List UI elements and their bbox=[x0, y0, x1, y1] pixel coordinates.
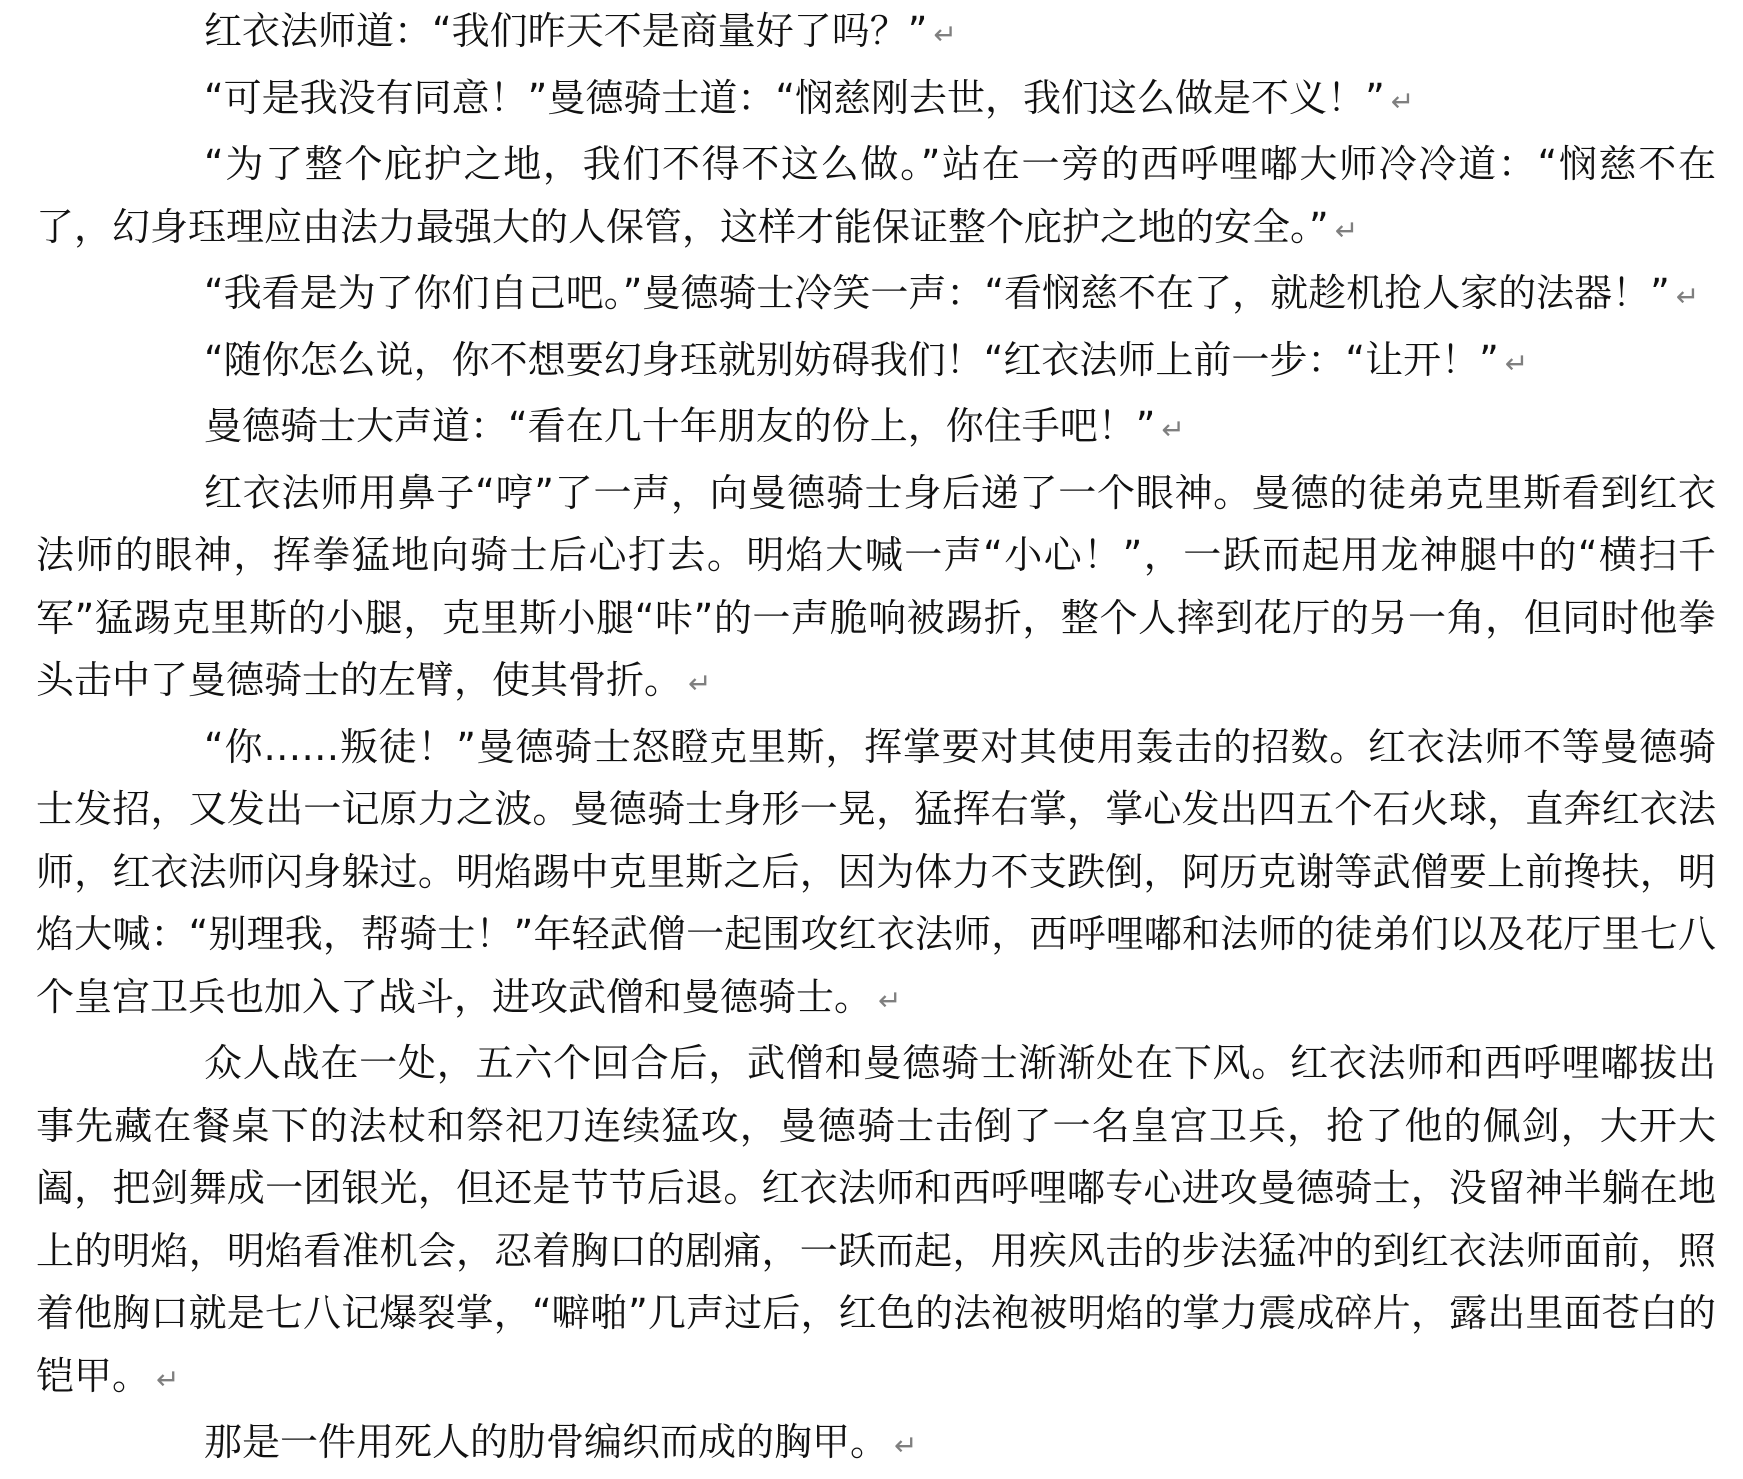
paragraph-4-text: “我看是为了你们自己吧。”曼德骑士冷笑一声：“看悯慈不在了，就趁机抢人家的法器！” bbox=[204, 271, 1670, 315]
paragraph-1 bbox=[36, 0, 1716, 67]
paragraph-mark-icon: ↵ bbox=[894, 1429, 918, 1462]
paragraph-1-text: 红衣法师道：“我们昨天不是商量好了吗？” bbox=[204, 9, 928, 53]
paragraph-mark-icon: ↵ bbox=[1161, 413, 1185, 446]
paragraph-4 bbox=[36, 262, 1716, 329]
paragraph-7-text: 红衣法师用鼻子“哼”了一声，向曼德骑士身后递了一个眼神。曼德的徒弟克里斯看到红衣法师的眼神，挥拳猛地向骑士后心打去。明焰大喊一声“小心！”，一跃而起用龙神腿中的“横扫千军”猛踢克里斯的小腿，克里斯小腿“咔”的一声脆响被踢折，整个人摔到花厅的另一角，但同时他拳头击中了曼德骑士的左臂，使其骨折。 bbox=[36, 470, 1716, 702]
paragraph-6 bbox=[36, 395, 1716, 462]
paragraph-8-text: “你……叛徒！”曼德骑士怒瞪克里斯，挥掌要对其使用轰击的招数。红衣法师不等曼德骑士发招，又发出一记原力之波。曼德骑士身形一晃，猛挥右掌，掌心发出四五个石火球，直奔红衣法师，红衣法师闪身躲过。明焰踢中克里斯之后，因为体力不支跌倒，阿历克谢等武僧要上前搀扶，明焰大喊：“别理我，帮骑士！”年轻武僧一起围攻红衣法师，西呼哩嘟和法师的徒弟们以及花厅里七八个皇宫卫兵也加入了战斗，进攻武僧和曼德骑士。 bbox=[36, 724, 1716, 1019]
paragraph-mark-icon: ↵ bbox=[933, 18, 957, 51]
paragraph-3 bbox=[36, 133, 1716, 262]
paragraph-6-text: 曼德骑士大声道：“看在几十年朋友的份上，你住手吧！” bbox=[204, 404, 1156, 448]
paragraph-7 bbox=[36, 462, 1716, 716]
paragraph-2 bbox=[36, 67, 1716, 134]
paragraph-5-text: “随你怎么说，你不想要幻身珏就别妨碍我们！“红衣法师上前一步：“让开！” bbox=[204, 337, 1499, 382]
paragraph-5 bbox=[36, 329, 1716, 396]
paragraph-mark-icon: ↵ bbox=[878, 983, 902, 1017]
paragraph-10-text: 那是一件用死人的肋骨编织而成的胸甲。 bbox=[204, 1420, 889, 1464]
paragraph-9-text: 众人战在一处，五六个回合后，武僧和曼德骑士渐渐处在下风。红衣法师和西呼哩嘟拔出事先藏在餐桌下的法杖和祭祀刀连续猛攻，曼德骑士击倒了一名皇宫卫兵，抢了他的佩剑，大开大阖，把剑舞成一团银光，但还是节节后退。红衣法师和西呼哩嘟专心进攻曼德骑士，没留神半躺在地上的明焰，明焰看准机会，忍着胸口的剧痛，一跃而起，用疾风击的步法猛冲的到红衣法师面前，照着他胸口就是七八记爆裂掌，“噼啪”几声过后，红色的法袍被明焰的掌力震成碎片，露出里面苍白的铠甲。 bbox=[36, 1041, 1716, 1398]
paragraph-mark-icon: ↵ bbox=[1675, 280, 1700, 313]
document-body bbox=[36, 0, 1716, 1478]
paragraph-mark-icon: ↵ bbox=[156, 1362, 180, 1396]
paragraph-3-text: “为了整个庇护之地，我们不得不这么做。”站在一旁的西呼哩嘟大师冷冷道：“悯慈不在了，幻身珏理应由法力最强大的人保管，这样才能保证整个庇护之地的安全。” bbox=[36, 142, 1716, 249]
paragraph-mark-icon: ↵ bbox=[1334, 213, 1359, 247]
paragraph-mark-icon: ↵ bbox=[1390, 84, 1415, 118]
paragraph-8 bbox=[36, 716, 1716, 1033]
paragraph-9 bbox=[36, 1032, 1716, 1411]
paragraph-mark-icon: ↵ bbox=[688, 667, 712, 700]
paragraph-2-text: “可是我没有同意！”曼德骑士道：“悯慈刚去世，我们这么做是不义！” bbox=[204, 75, 1385, 120]
paragraph-10 bbox=[36, 1411, 1716, 1478]
paragraph-mark-icon: ↵ bbox=[1504, 346, 1529, 380]
